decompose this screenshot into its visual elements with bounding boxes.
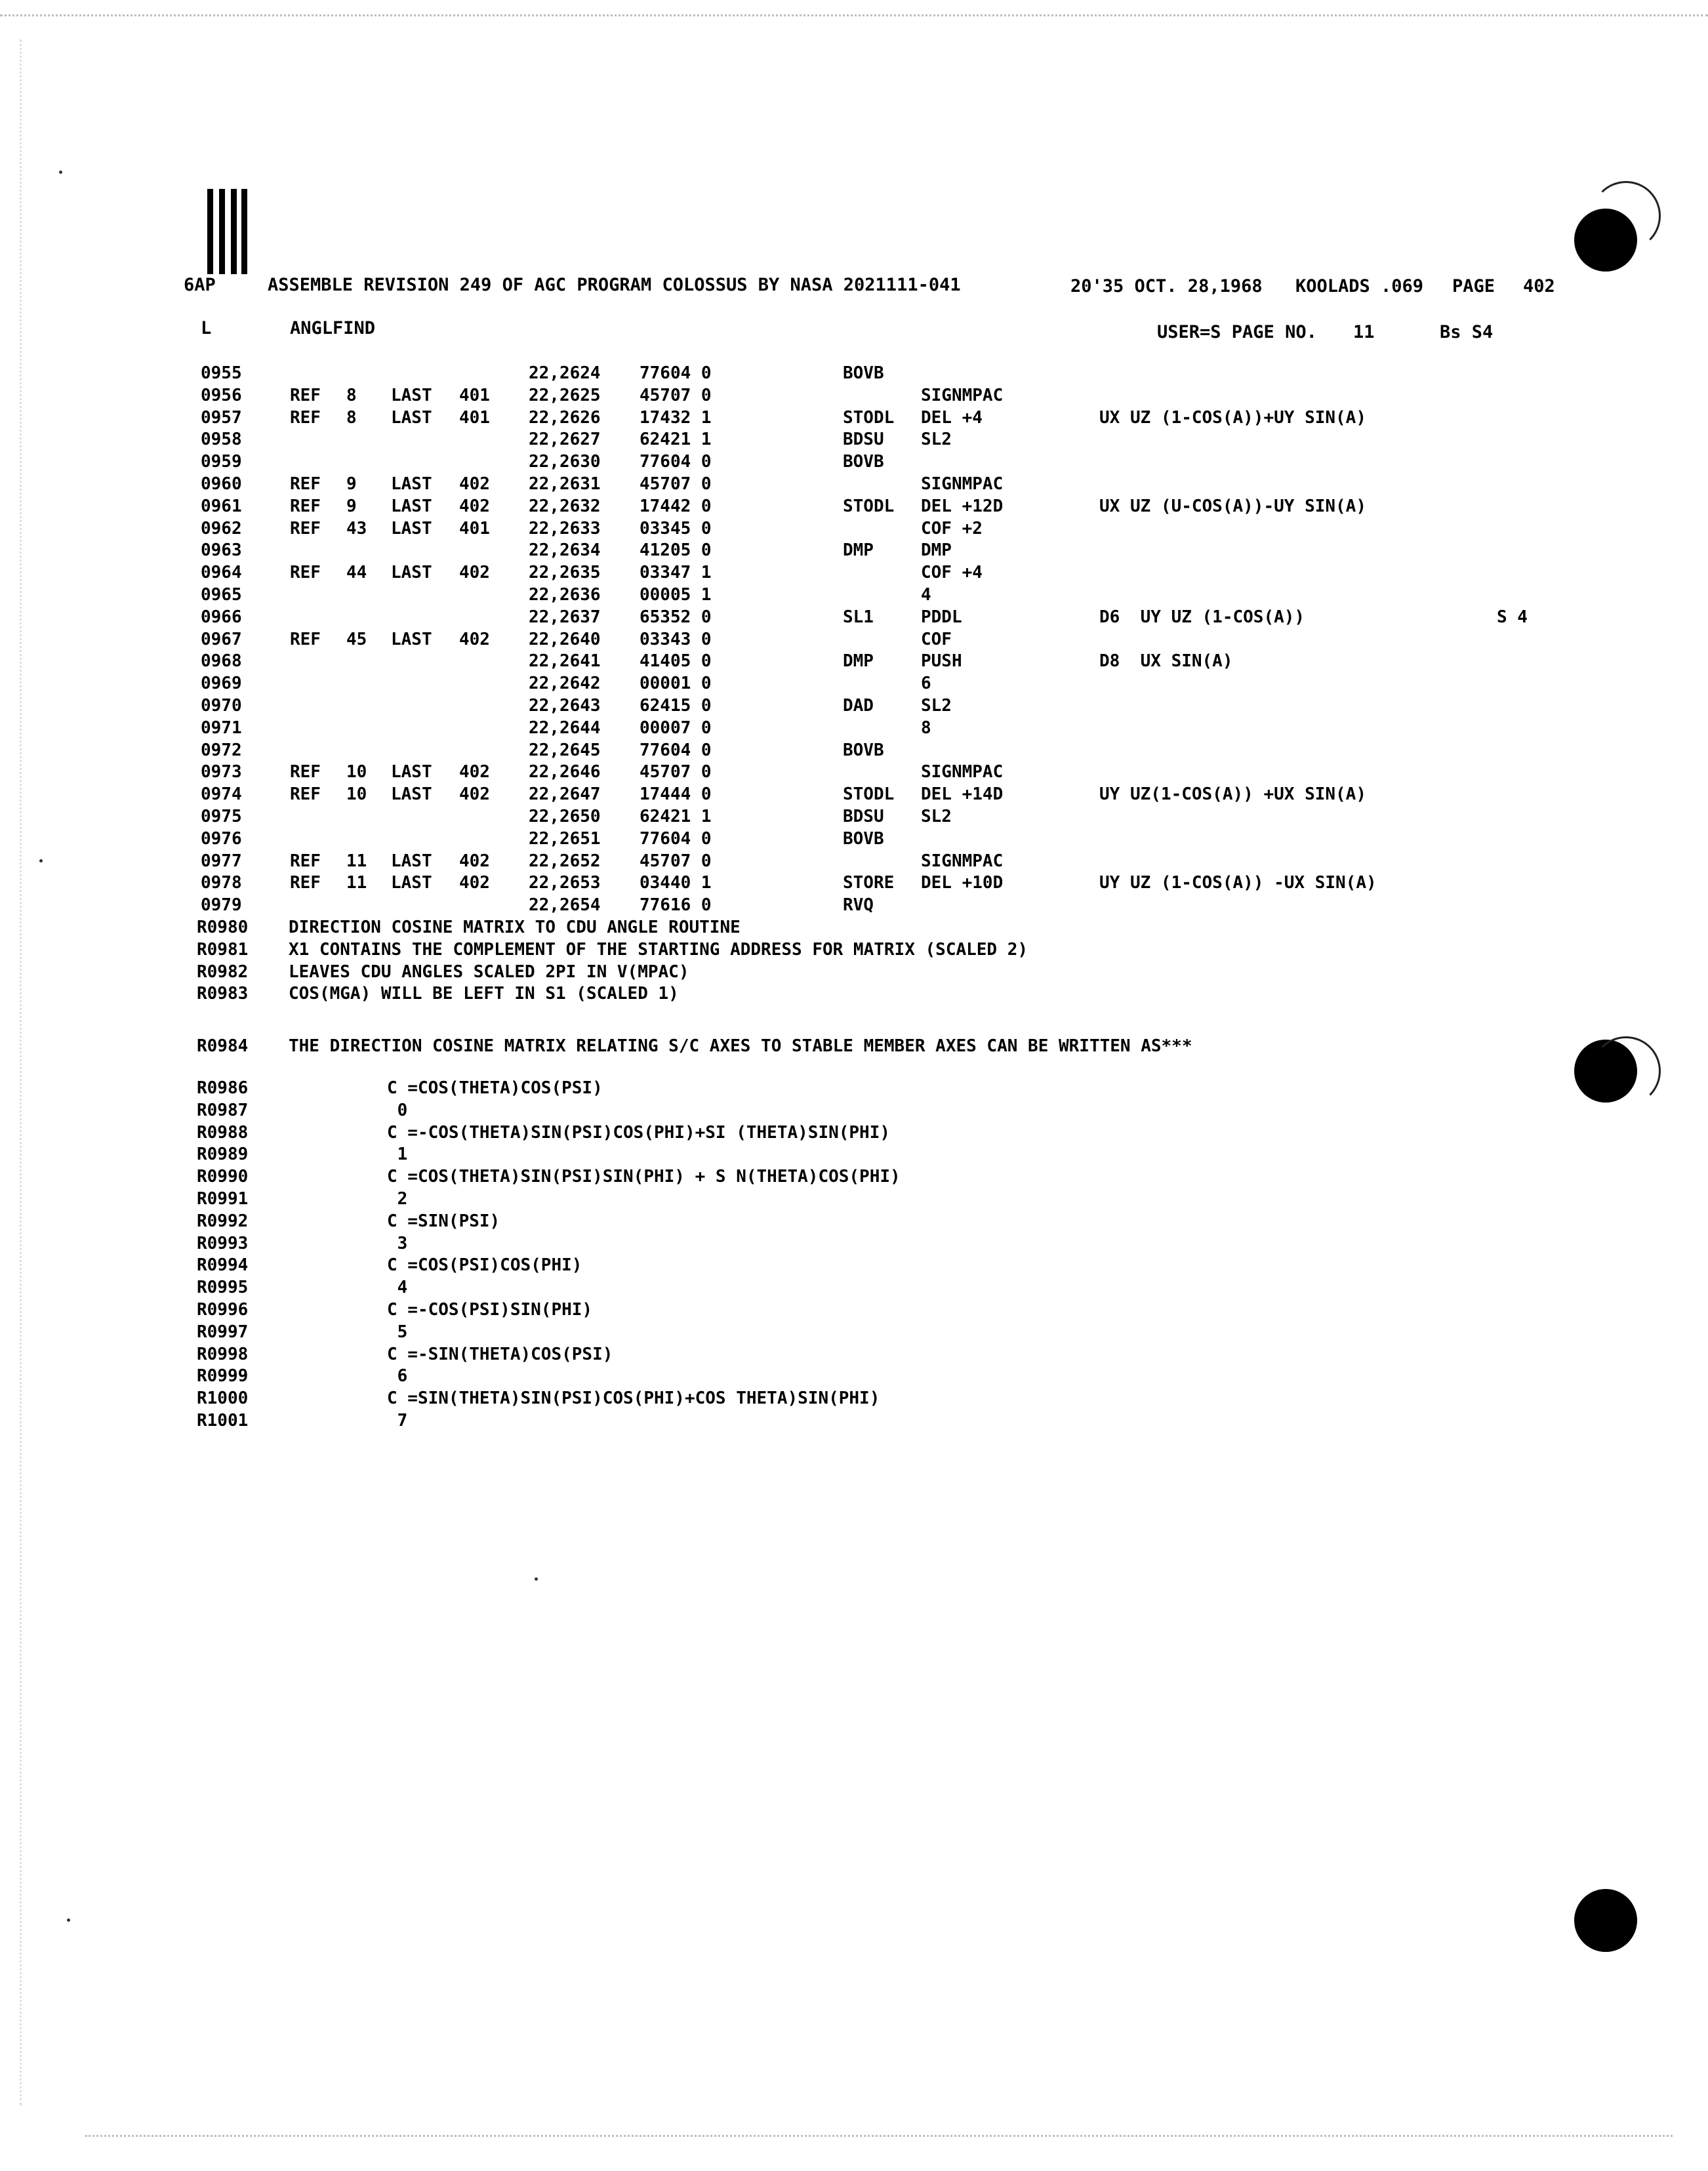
ref-number: 10 bbox=[346, 762, 367, 782]
octal-code: 00001 0 bbox=[640, 674, 712, 694]
listing-row bbox=[0, 584, 1561, 606]
matrix-row bbox=[0, 1099, 1561, 1122]
remark-line-number: R0984 bbox=[197, 1036, 249, 1056]
octal-code: 62421 1 bbox=[640, 807, 712, 826]
last-keyword: LAST bbox=[391, 496, 432, 516]
listing-row bbox=[0, 451, 1561, 473]
operand: 4 bbox=[921, 585, 931, 605]
listing-row bbox=[0, 894, 1561, 916]
listing-row bbox=[0, 872, 1561, 894]
matrix-line-number: R0989 bbox=[197, 1145, 249, 1165]
matrix-line-number: R0987 bbox=[197, 1100, 249, 1120]
address: 22,2626 bbox=[529, 407, 601, 428]
header-page-label: PAGE bbox=[1452, 276, 1495, 296]
line-number: 0964 bbox=[201, 563, 242, 583]
listing-row bbox=[0, 473, 1561, 495]
line-number: 0976 bbox=[201, 828, 242, 849]
opcode: BDSU bbox=[843, 430, 884, 450]
line-number: 0962 bbox=[201, 518, 242, 538]
operand: DEL +12D bbox=[921, 496, 1004, 516]
matrix-line-number: R0998 bbox=[197, 1344, 249, 1364]
remark-text: COS(MGA) WILL BE LEFT IN S1 (SCALED 1) bbox=[289, 984, 679, 1004]
matrix-row bbox=[0, 1387, 1561, 1410]
listing-row bbox=[0, 783, 1561, 805]
binder-hole-ring-icon bbox=[1591, 1036, 1661, 1106]
operand: COF +2 bbox=[921, 518, 983, 538]
last-number: 402 bbox=[459, 762, 490, 782]
octal-code: 17444 0 bbox=[640, 784, 712, 805]
ref-keyword: REF bbox=[290, 385, 321, 405]
operand: SL2 bbox=[921, 696, 952, 716]
operand: SL2 bbox=[921, 807, 952, 826]
address: 22,2627 bbox=[529, 430, 601, 450]
speck bbox=[67, 1918, 70, 1922]
opcode: STODL bbox=[843, 496, 895, 516]
matrix-line-number: R0999 bbox=[197, 1366, 249, 1387]
line-number: 0959 bbox=[201, 452, 242, 472]
address: 22,2644 bbox=[529, 718, 601, 738]
line-number: 0961 bbox=[201, 496, 242, 516]
opcode: DAD bbox=[843, 696, 874, 716]
last-number: 402 bbox=[459, 784, 490, 805]
operand: DMP bbox=[921, 540, 952, 561]
last-keyword: LAST bbox=[391, 784, 432, 805]
operand: COF bbox=[921, 629, 952, 649]
last-number: 401 bbox=[459, 518, 490, 538]
speck bbox=[535, 1577, 538, 1581]
comment: UX UZ (1-COS(A))+UY SIN(A) bbox=[1099, 407, 1366, 428]
matrix-row bbox=[0, 1188, 1561, 1210]
last-keyword: LAST bbox=[391, 474, 432, 494]
remark-line-number: R0982 bbox=[197, 962, 249, 982]
matrix-line-number: R0991 bbox=[197, 1189, 249, 1209]
ref-number: 11 bbox=[346, 873, 367, 893]
address: 22,2634 bbox=[529, 540, 601, 561]
octal-code: 62421 1 bbox=[640, 430, 712, 450]
log-letter: L bbox=[201, 318, 212, 338]
operand: SIGNMPAC bbox=[921, 762, 1004, 782]
user-page-label: USER=S PAGE NO. bbox=[1157, 322, 1317, 342]
ref-keyword: REF bbox=[290, 474, 321, 494]
remark-row bbox=[0, 961, 1561, 983]
matrix-text: C =COS(PSI)COS(PHI) bbox=[387, 1255, 582, 1276]
ref-keyword: REF bbox=[290, 784, 321, 805]
ref-number: 10 bbox=[346, 784, 367, 805]
line-number: 0966 bbox=[201, 607, 242, 627]
address: 22,2635 bbox=[529, 563, 601, 583]
matrix-text: 5 bbox=[387, 1322, 408, 1342]
octal-code: 45707 0 bbox=[640, 851, 712, 871]
header-author: KOOLADS .069 bbox=[1295, 276, 1424, 296]
address: 22,2654 bbox=[529, 895, 601, 916]
listing-row bbox=[0, 850, 1561, 872]
last-number: 402 bbox=[459, 496, 490, 516]
matrix-line-number: R0996 bbox=[197, 1300, 249, 1320]
top-perforation bbox=[0, 0, 1708, 16]
address: 22,2632 bbox=[529, 496, 601, 516]
log-section: ANGLFIND bbox=[290, 318, 376, 338]
matrix-text: C =-SIN(THETA)COS(PSI) bbox=[387, 1344, 613, 1364]
ref-number: 8 bbox=[346, 407, 357, 428]
matrix-line-number: R0992 bbox=[197, 1211, 249, 1231]
ref-number: 9 bbox=[346, 496, 357, 516]
address: 22,2625 bbox=[529, 385, 601, 405]
ref-keyword: REF bbox=[290, 496, 321, 516]
octal-code: 77616 0 bbox=[640, 895, 712, 916]
remark-row bbox=[0, 939, 1561, 961]
listing-row bbox=[0, 739, 1561, 761]
matrix-text: 4 bbox=[387, 1278, 408, 1298]
remark-line-number: R0981 bbox=[197, 939, 249, 960]
octal-code: 03345 0 bbox=[640, 518, 712, 538]
operand: DEL +14D bbox=[921, 784, 1004, 805]
octal-code: 45707 0 bbox=[640, 385, 712, 405]
matrix-text: 3 bbox=[387, 1233, 408, 1253]
fold-mark bbox=[231, 189, 237, 274]
address: 22,2653 bbox=[529, 873, 601, 893]
opcode: DMP bbox=[843, 651, 874, 672]
octal-code: 17442 0 bbox=[640, 496, 712, 516]
matrix-row bbox=[0, 1299, 1561, 1321]
opcode: SL1 bbox=[843, 607, 874, 627]
last-number: 402 bbox=[459, 563, 490, 583]
fold-mark bbox=[241, 189, 247, 274]
matrix-row bbox=[0, 1343, 1561, 1366]
last-keyword: LAST bbox=[391, 762, 432, 782]
line-number: 0968 bbox=[201, 651, 242, 672]
ref-keyword: REF bbox=[290, 518, 321, 538]
listing-row bbox=[0, 495, 1561, 517]
matrix-text: C =SIN(THETA)SIN(PSI)COS(PHI)+COS THETA)SIN(PHI) bbox=[387, 1389, 880, 1409]
remark-line-number: R0983 bbox=[197, 984, 249, 1004]
matrix-line-number: R0997 bbox=[197, 1322, 249, 1342]
ref-keyword: REF bbox=[290, 762, 321, 782]
address: 22,2641 bbox=[529, 651, 601, 672]
last-number: 402 bbox=[459, 851, 490, 871]
matrix-line-number: R0988 bbox=[197, 1122, 249, 1143]
matrix-line-number: R0995 bbox=[197, 1278, 249, 1298]
speck bbox=[59, 171, 62, 174]
operand: SIGNMPAC bbox=[921, 385, 1004, 405]
matrix-line-number: R0990 bbox=[197, 1167, 249, 1187]
ref-keyword: REF bbox=[290, 563, 321, 583]
matrix-row bbox=[0, 1077, 1561, 1099]
listing-row bbox=[0, 695, 1561, 717]
address: 22,2637 bbox=[529, 607, 601, 627]
address: 22,2650 bbox=[529, 807, 601, 826]
comment: UX UZ (U-COS(A))-UY SIN(A) bbox=[1099, 496, 1366, 516]
address: 22,2652 bbox=[529, 851, 601, 871]
opcode: BOVB bbox=[843, 363, 884, 383]
ref-number: 11 bbox=[346, 851, 367, 871]
octal-code: 62415 0 bbox=[640, 696, 712, 716]
last-keyword: LAST bbox=[391, 629, 432, 649]
matrix-text: C =SIN(PSI) bbox=[387, 1211, 500, 1231]
remark-line-number: R0980 bbox=[197, 918, 249, 937]
ref-number: 44 bbox=[346, 563, 367, 583]
listing-row bbox=[0, 761, 1561, 783]
binder-hole-ring-icon bbox=[1591, 181, 1661, 251]
operand: PDDL bbox=[921, 607, 962, 627]
line-number: 0957 bbox=[201, 407, 242, 428]
line-number: 0977 bbox=[201, 851, 242, 871]
last-number: 401 bbox=[459, 385, 490, 405]
operand: 6 bbox=[921, 674, 931, 694]
operand: DEL +10D bbox=[921, 873, 1004, 893]
last-number: 402 bbox=[459, 873, 490, 893]
bottom-perforation bbox=[85, 2135, 1673, 2137]
line-number: 0972 bbox=[201, 740, 242, 760]
header-page-number: 402 bbox=[1523, 276, 1555, 296]
matrix-text: C =-COS(THETA)SIN(PSI)COS(PHI)+SI (THETA)SIN(PHI) bbox=[387, 1122, 891, 1143]
line-number: 0960 bbox=[201, 474, 242, 494]
listing-row bbox=[0, 828, 1561, 850]
address: 22,2631 bbox=[529, 474, 601, 494]
listing-row bbox=[0, 517, 1561, 540]
line-number: 0956 bbox=[201, 385, 242, 405]
operand: DEL +4 bbox=[921, 407, 983, 428]
matrix-row bbox=[0, 1254, 1561, 1276]
remark-row bbox=[0, 1035, 1561, 1057]
listing-row bbox=[0, 606, 1561, 628]
listing-row bbox=[0, 628, 1561, 651]
line-number: 0975 bbox=[201, 807, 242, 826]
last-keyword: LAST bbox=[391, 851, 432, 871]
address: 22,2642 bbox=[529, 674, 601, 694]
address: 22,2624 bbox=[529, 363, 601, 383]
matrix-line-number: R0994 bbox=[197, 1255, 249, 1276]
line-number: 0978 bbox=[201, 873, 242, 893]
margin-mark: S 4 bbox=[1497, 607, 1528, 627]
comment: UY UZ (1-COS(A)) -UX SIN(A) bbox=[1099, 873, 1377, 893]
listing-row bbox=[0, 407, 1561, 429]
listing-row bbox=[0, 428, 1561, 451]
octal-code: 17432 1 bbox=[640, 407, 712, 428]
matrix-row bbox=[0, 1410, 1561, 1432]
remark-row bbox=[0, 983, 1561, 1005]
line-number: 0965 bbox=[201, 585, 242, 605]
address: 22,2647 bbox=[529, 784, 601, 805]
octal-code: 00005 1 bbox=[640, 585, 712, 605]
listing-row bbox=[0, 650, 1561, 672]
listing-row bbox=[0, 362, 1561, 384]
matrix-text: 7 bbox=[387, 1411, 408, 1430]
ref-number: 43 bbox=[346, 518, 367, 538]
remark-text: X1 CONTAINS THE COMPLEMENT OF THE STARTING ADDRESS FOR MATRIX (SCALED 2) bbox=[289, 939, 1028, 960]
header-title: ASSEMBLE REVISION 249 OF AGC PROGRAM COLOSSUS BY NASA 2021111-041 bbox=[268, 275, 961, 295]
last-keyword: LAST bbox=[391, 563, 432, 583]
last-number: 401 bbox=[459, 407, 490, 428]
remark-text: LEAVES CDU ANGLES SCALED 2PI IN V(MPAC) bbox=[289, 962, 689, 982]
ref-number: 45 bbox=[346, 629, 367, 649]
octal-code: 03440 1 bbox=[640, 873, 712, 893]
left-perforation bbox=[20, 39, 22, 2105]
user-page-suffix: Bs S4 bbox=[1440, 322, 1494, 342]
opcode: STORE bbox=[843, 873, 895, 893]
line-number: 0974 bbox=[201, 784, 242, 805]
remark-row bbox=[0, 916, 1561, 939]
matrix-text: C =-COS(PSI)SIN(PHI) bbox=[387, 1300, 593, 1320]
opcode: RVQ bbox=[843, 895, 874, 916]
header-marks: 6AP bbox=[184, 275, 216, 295]
octal-code: 77604 0 bbox=[640, 452, 712, 472]
line-number: 0955 bbox=[201, 363, 242, 383]
matrix-row bbox=[0, 1210, 1561, 1232]
line-number: 0958 bbox=[201, 430, 242, 450]
operand: COF +4 bbox=[921, 563, 983, 583]
ref-number: 8 bbox=[346, 385, 357, 405]
comment: D6 UY UZ (1-COS(A)) bbox=[1099, 607, 1305, 627]
opcode: BOVB bbox=[843, 452, 884, 472]
address: 22,2640 bbox=[529, 629, 601, 649]
last-keyword: LAST bbox=[391, 873, 432, 893]
opcode: BDSU bbox=[843, 807, 884, 826]
matrix-text: 0 bbox=[387, 1100, 408, 1120]
binder-hole-icon bbox=[1574, 1889, 1637, 1952]
matrix-row bbox=[0, 1232, 1561, 1255]
listing-row bbox=[0, 561, 1561, 584]
ref-keyword: REF bbox=[290, 407, 321, 428]
line-number: 0979 bbox=[201, 895, 242, 916]
octal-code: 45707 0 bbox=[640, 474, 712, 494]
last-keyword: LAST bbox=[391, 518, 432, 538]
ref-keyword: REF bbox=[290, 851, 321, 871]
address: 22,2651 bbox=[529, 828, 601, 849]
matrix-row bbox=[0, 1365, 1561, 1387]
operand: 8 bbox=[921, 718, 931, 738]
ref-keyword: REF bbox=[290, 629, 321, 649]
fold-mark bbox=[219, 189, 225, 274]
matrix-row bbox=[0, 1143, 1561, 1166]
opcode: BOVB bbox=[843, 828, 884, 849]
operand: SIGNMPAC bbox=[921, 474, 1004, 494]
operand: PUSH bbox=[921, 651, 962, 672]
octal-code: 03343 0 bbox=[640, 629, 712, 649]
octal-code: 00007 0 bbox=[640, 718, 712, 738]
listing-row bbox=[0, 384, 1561, 407]
address: 22,2643 bbox=[529, 696, 601, 716]
octal-code: 77604 0 bbox=[640, 828, 712, 849]
matrix-text: 2 bbox=[387, 1189, 408, 1209]
octal-code: 77604 0 bbox=[640, 740, 712, 760]
last-keyword: LAST bbox=[391, 385, 432, 405]
matrix-row bbox=[0, 1122, 1561, 1144]
octal-code: 41205 0 bbox=[640, 540, 712, 561]
address: 22,2645 bbox=[529, 740, 601, 760]
last-number: 402 bbox=[459, 474, 490, 494]
matrix-line-number: R1001 bbox=[197, 1411, 249, 1430]
octal-code: 77604 0 bbox=[640, 363, 712, 383]
header-timestamp: 20'35 OCT. 28,1968 bbox=[1070, 276, 1263, 296]
opcode: STODL bbox=[843, 784, 895, 805]
address: 22,2630 bbox=[529, 452, 601, 472]
line-number: 0963 bbox=[201, 540, 242, 561]
octal-code: 03347 1 bbox=[640, 563, 712, 583]
line-number: 0973 bbox=[201, 762, 242, 782]
line-number: 0971 bbox=[201, 718, 242, 738]
line-number: 0967 bbox=[201, 629, 242, 649]
matrix-line-number: R1000 bbox=[197, 1389, 249, 1409]
opcode: DMP bbox=[843, 540, 874, 561]
listing-row bbox=[0, 717, 1561, 739]
opcode: BOVB bbox=[843, 740, 884, 760]
matrix-text: 1 bbox=[387, 1145, 408, 1165]
octal-code: 41405 0 bbox=[640, 651, 712, 672]
address: 22,2633 bbox=[529, 518, 601, 538]
remark-text: THE DIRECTION COSINE MATRIX RELATING S/C AXES TO STABLE MEMBER AXES CAN BE WRITTEN AS*** bbox=[289, 1036, 1192, 1056]
octal-code: 45707 0 bbox=[640, 762, 712, 782]
user-page-number: 11 bbox=[1353, 322, 1375, 342]
last-number: 402 bbox=[459, 629, 490, 649]
line-number: 0969 bbox=[201, 674, 242, 694]
operand: SL2 bbox=[921, 430, 952, 450]
matrix-line-number: R0986 bbox=[197, 1078, 249, 1098]
matrix-text: C =COS(THETA)COS(PSI) bbox=[387, 1078, 603, 1098]
matrix-row bbox=[0, 1276, 1561, 1299]
octal-code: 65352 0 bbox=[640, 607, 712, 627]
matrix-row bbox=[0, 1321, 1561, 1343]
matrix-text: C =COS(THETA)SIN(PSI)SIN(PHI) + S N(THETA)COS(PHI) bbox=[387, 1167, 901, 1187]
line-number: 0970 bbox=[201, 696, 242, 716]
remark-text: DIRECTION COSINE MATRIX TO CDU ANGLE ROUTINE bbox=[289, 918, 741, 937]
listing-row bbox=[0, 672, 1561, 695]
opcode: STODL bbox=[843, 407, 895, 428]
listing-row bbox=[0, 539, 1561, 561]
operand: SIGNMPAC bbox=[921, 851, 1004, 871]
matrix-text: 6 bbox=[387, 1366, 408, 1387]
address: 22,2646 bbox=[529, 762, 601, 782]
ref-keyword: REF bbox=[290, 873, 321, 893]
address: 22,2636 bbox=[529, 585, 601, 605]
comment: D8 UX SIN(A) bbox=[1099, 651, 1233, 672]
matrix-row bbox=[0, 1166, 1561, 1188]
matrix-line-number: R0993 bbox=[197, 1233, 249, 1253]
last-keyword: LAST bbox=[391, 407, 432, 428]
listing-row bbox=[0, 805, 1561, 828]
ref-number: 9 bbox=[346, 474, 357, 494]
comment: UY UZ(1-COS(A)) +UX SIN(A) bbox=[1099, 784, 1366, 805]
fold-mark bbox=[207, 189, 213, 274]
